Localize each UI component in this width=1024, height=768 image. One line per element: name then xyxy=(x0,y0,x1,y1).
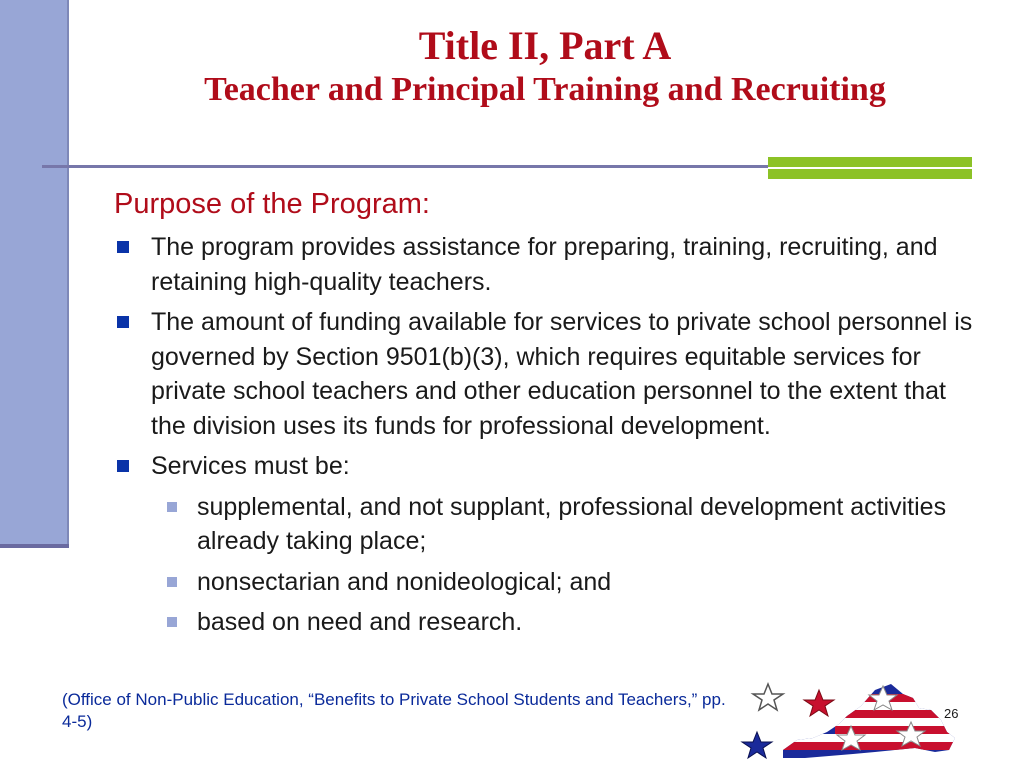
star-icon xyxy=(804,690,834,716)
bullet-text: The program provides assistance for preparing, training, recruiting, and retaining high-quality teachers. xyxy=(151,233,938,296)
virginia-stars-logo xyxy=(735,680,965,768)
square-bullet-icon xyxy=(117,460,129,472)
bullet-text: The amount of funding available for services to private school personnel is governed by Section 9501(b)(3), which requires equitable services for private school teachers and other education personnel to the extent that the division uses its funds for professional development. xyxy=(151,308,973,440)
side-bar-base xyxy=(0,544,69,548)
subtitle-line: Teacher and Principal Training and Recruiting xyxy=(204,71,886,108)
accent-bar-divider xyxy=(768,167,972,169)
section-heading: Purpose of the Program: xyxy=(114,188,430,220)
star-icon xyxy=(742,732,772,758)
sub-bullet-text: based on need and research. xyxy=(197,608,523,636)
sub-bullet-item xyxy=(151,605,984,640)
sub-bullet-list xyxy=(151,490,984,640)
slide-title xyxy=(80,22,1010,110)
bullet-item xyxy=(114,230,984,299)
side-bar xyxy=(0,0,69,545)
square-bullet-icon xyxy=(117,316,129,328)
small-square-bullet-icon xyxy=(167,577,177,587)
sub-bullet-text: supplemental, and not supplant, professional development activities already taking place; xyxy=(197,492,947,555)
bullet-list xyxy=(114,230,984,640)
small-square-bullet-icon xyxy=(167,617,177,627)
square-bullet-icon xyxy=(117,241,129,253)
page-number: 26 xyxy=(944,706,959,721)
title-line: Title II, Part A xyxy=(418,23,672,68)
small-square-bullet-icon xyxy=(167,502,177,512)
bullet-item xyxy=(114,449,984,640)
citation: (Office of Non-Public Education, “Benefits to Private School Students and Teachers,” pp. 4-5) xyxy=(62,690,726,731)
sub-bullet-item xyxy=(151,490,984,559)
bullet-item xyxy=(114,305,984,443)
slide-body xyxy=(114,186,984,646)
bullet-text: Services must be: xyxy=(151,452,350,480)
sub-bullet-text: nonsectarian and nonideological; and xyxy=(197,567,612,596)
star-icon xyxy=(753,684,783,710)
title-rule xyxy=(42,165,768,168)
sub-bullet-item xyxy=(151,565,984,600)
